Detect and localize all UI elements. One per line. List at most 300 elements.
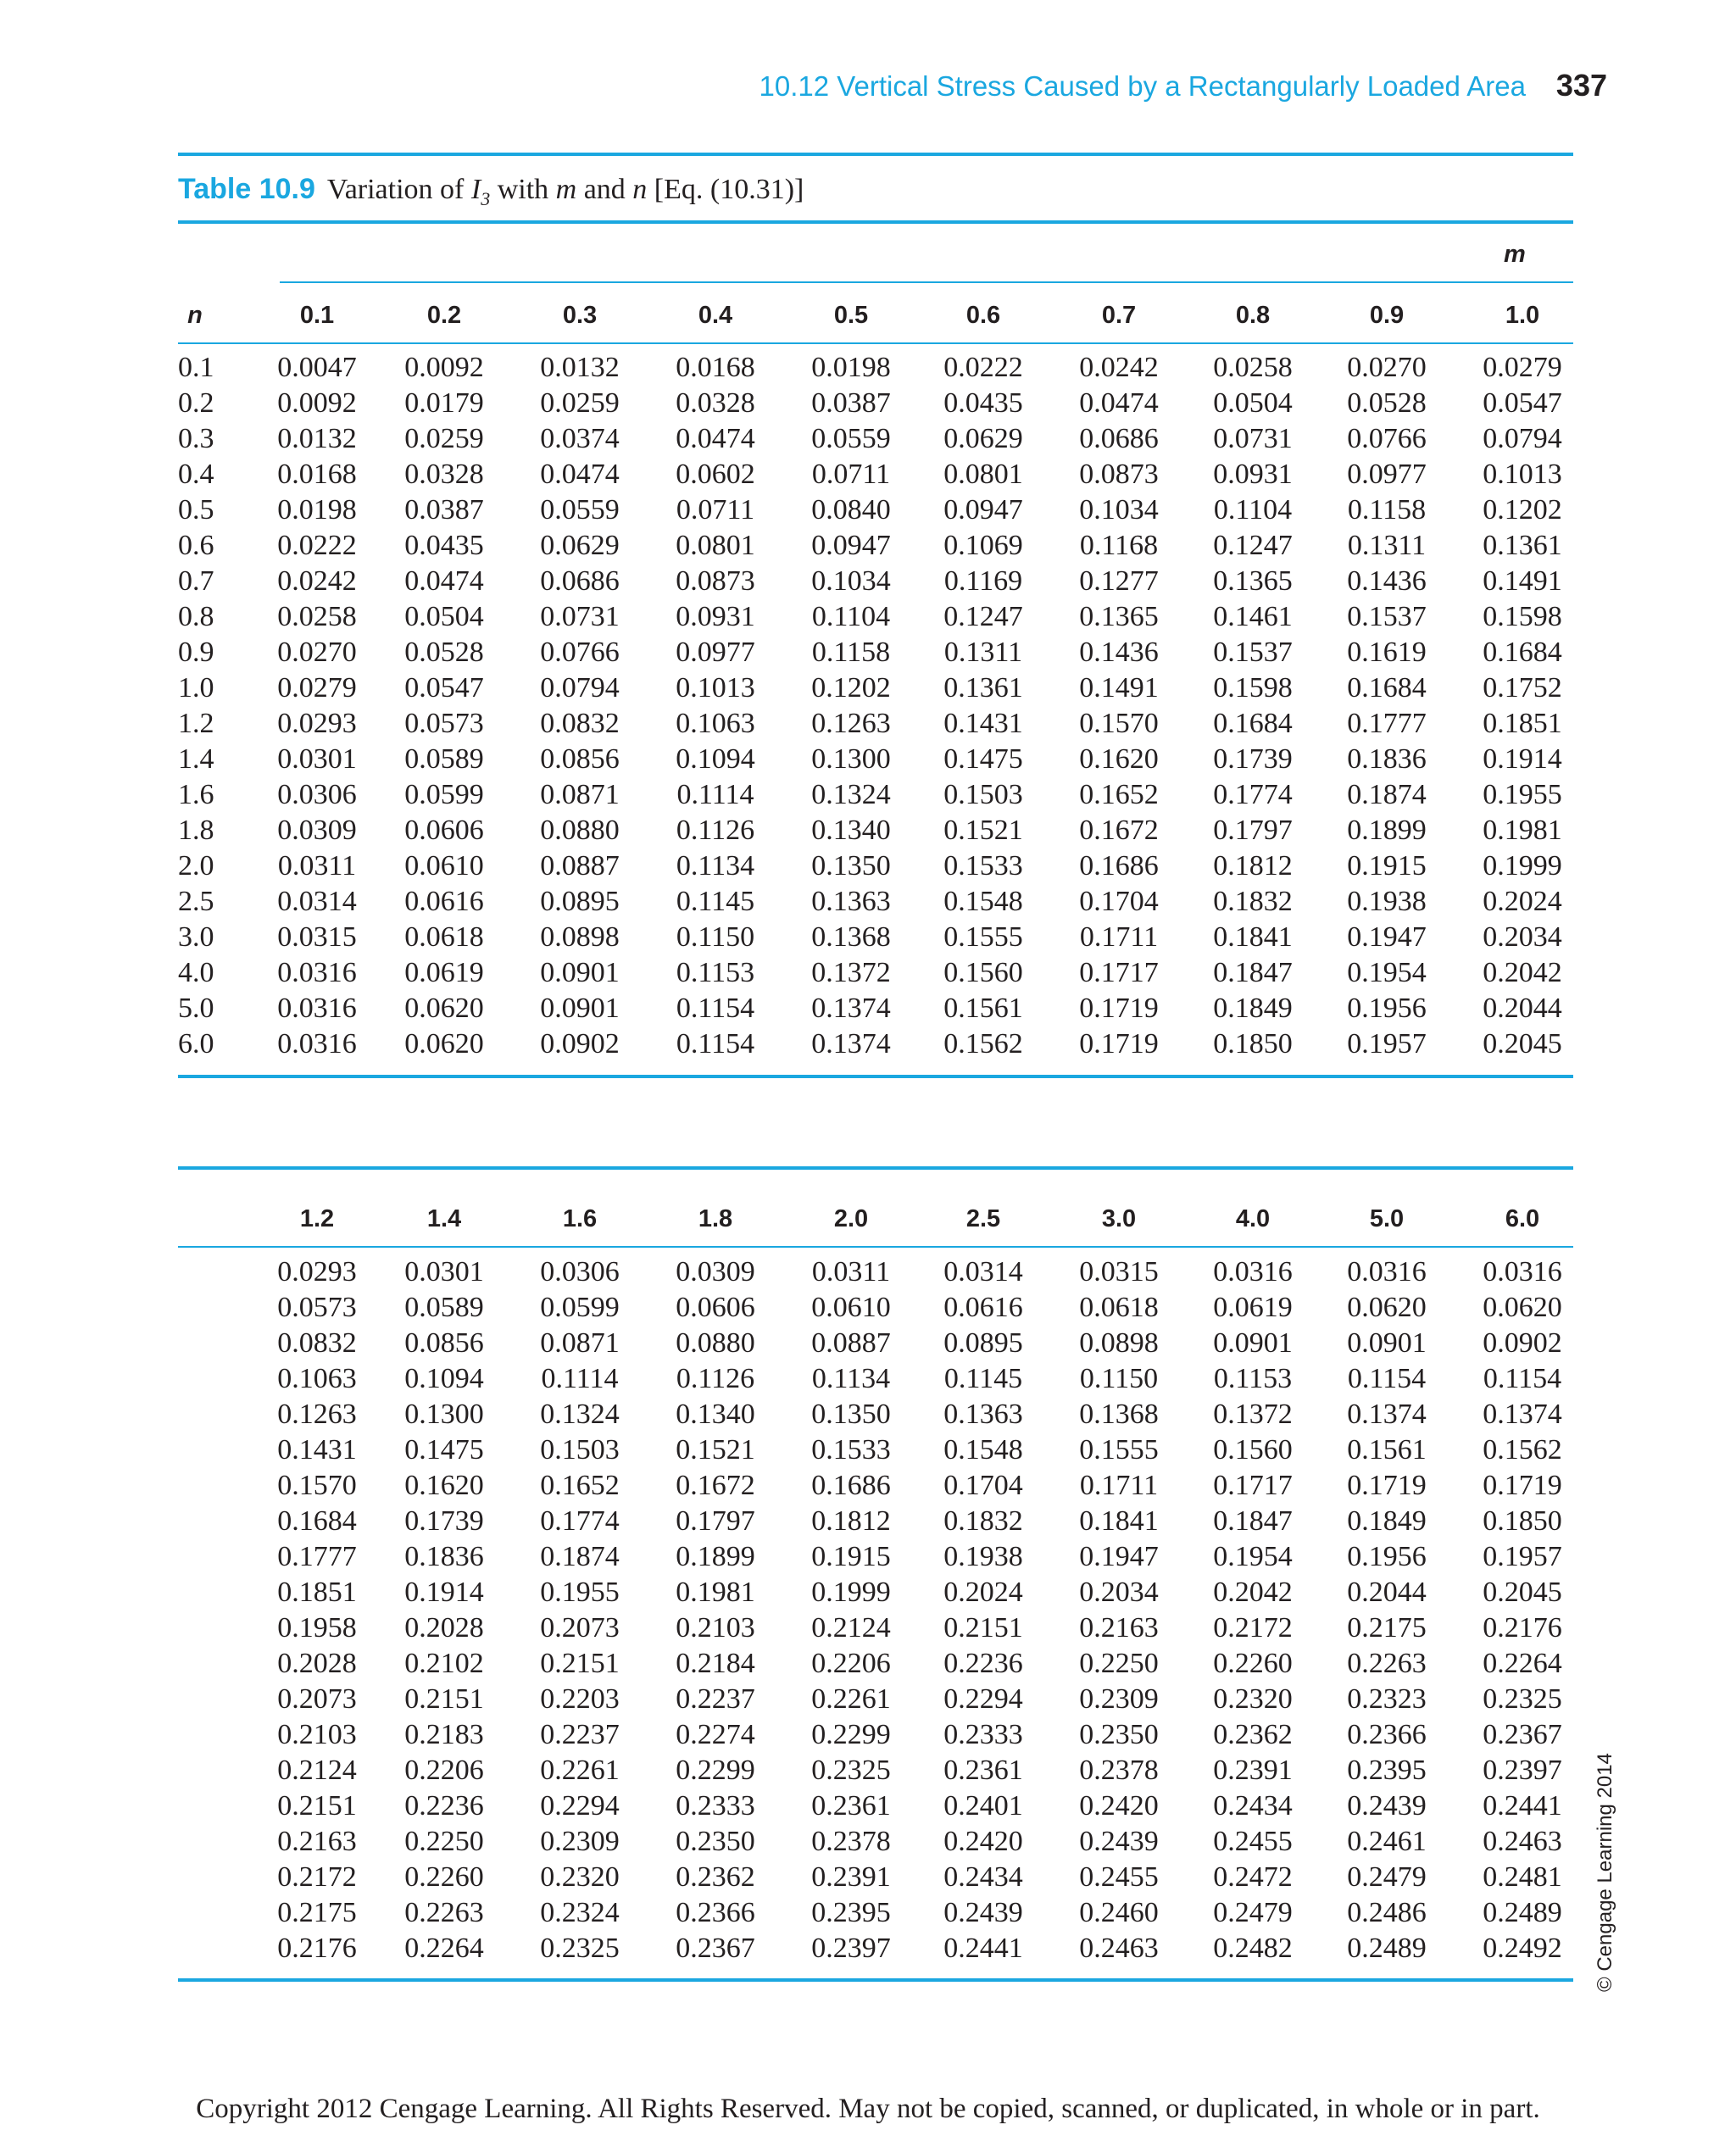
table-cell: 0.1841 (1079, 1505, 1159, 1537)
table-cell: 0.1114 (541, 1363, 619, 1394)
table-cell: 0.2367 (1483, 1719, 1562, 1750)
table-cell: 0.1350 (811, 1399, 891, 1430)
table-cell: 0.2463 (1079, 1933, 1159, 1964)
table-cell: 0.0316 (277, 993, 357, 1024)
table-cell: 0.2263 (1347, 1648, 1427, 1679)
column-header: 1.6 (562, 1205, 598, 1232)
table-cell: 0.0606 (404, 815, 484, 846)
table-cell: 0.1034 (1079, 494, 1159, 526)
column-header: 5.0 (1369, 1205, 1405, 1232)
table-cell: 0.0314 (277, 886, 357, 917)
table-cell: 0.0686 (1079, 423, 1159, 454)
table-cell: 0.1752 (1483, 672, 1562, 704)
n-column-header: n (187, 302, 203, 329)
table-cell: 0.2263 (404, 1897, 484, 1928)
table-cell: 0.1340 (676, 1399, 755, 1430)
table-cell: 0.1797 (1213, 815, 1293, 846)
table-cell: 0.1491 (1079, 672, 1159, 704)
table-cell: 0.0620 (1347, 1292, 1427, 1323)
table1-bottom-rule (178, 1075, 1573, 1078)
column-header: 2.0 (833, 1205, 869, 1232)
table-cell: 0.0301 (277, 743, 357, 775)
table-cell: 0.1374 (811, 1028, 891, 1060)
row-n-value: 0.3 (178, 423, 214, 454)
table-cell: 0.0474 (540, 459, 620, 490)
table-cell: 0.1094 (676, 743, 755, 775)
table-cell: 0.0902 (540, 1028, 620, 1060)
row-n-value: 3.0 (178, 921, 214, 953)
table-cell: 0.1956 (1347, 1541, 1427, 1572)
table-cell: 0.0620 (404, 1028, 484, 1060)
column-header: 0.1 (299, 302, 335, 329)
table2-top-rule (178, 1166, 1573, 1170)
table-cell: 0.1981 (676, 1577, 755, 1608)
table-cell: 0.1836 (404, 1541, 484, 1572)
table-cell: 0.1914 (404, 1577, 484, 1608)
table-cell: 0.1684 (1347, 672, 1427, 704)
table-cell: 0.2486 (1347, 1897, 1427, 1928)
table-cell: 0.2073 (540, 1612, 620, 1644)
column-header: 0.3 (562, 302, 598, 329)
table-cell: 0.2320 (540, 1861, 620, 1893)
table-cell: 0.1153 (676, 957, 755, 988)
table-cell: 0.2479 (1347, 1861, 1427, 1893)
table-cell: 0.1774 (1213, 779, 1293, 810)
table-cell: 0.0766 (1347, 423, 1427, 454)
table-cell: 0.2479 (1213, 1897, 1293, 1928)
table-cell: 0.1561 (1347, 1434, 1427, 1466)
table-cell: 0.1350 (811, 850, 891, 882)
table-cell: 0.0316 (277, 957, 357, 988)
table-cell: 0.1145 (676, 886, 755, 917)
column-header: 2.5 (965, 1205, 1001, 1232)
table-cell: 0.0629 (943, 423, 1023, 454)
table-cell: 0.1704 (943, 1470, 1023, 1501)
table-cell: 0.1957 (1347, 1028, 1427, 1060)
table-cell: 0.1836 (1347, 743, 1427, 775)
copyright-footer: Copyright 2012 Cengage Learning. All Rights Reserved. May not be copied, scanned, or duplicated, in whole or in part. (196, 2094, 1540, 2124)
table-cell: 0.0092 (404, 352, 484, 383)
table-cell: 0.1094 (404, 1363, 484, 1394)
table-cell: 0.2294 (540, 1790, 620, 1822)
table-cell: 0.2362 (1213, 1719, 1293, 1750)
table-cell: 0.2461 (1347, 1826, 1427, 1857)
table-cell: 0.1537 (1213, 637, 1293, 668)
table-cell: 0.1548 (943, 1434, 1023, 1466)
table-cell: 0.1947 (1347, 921, 1427, 953)
table-cell: 0.0315 (1079, 1256, 1159, 1288)
table-cell: 0.0931 (676, 601, 755, 632)
column-header: 1.2 (299, 1205, 335, 1232)
table-cell: 0.2151 (540, 1648, 620, 1679)
table-cell: 0.0731 (1213, 423, 1293, 454)
page-number: 337 (1555, 68, 1607, 103)
table-cell: 0.0314 (943, 1256, 1023, 1288)
table-cell: 0.0309 (277, 815, 357, 846)
table-cell: 0.1777 (1347, 708, 1427, 739)
table-cell: 0.1521 (943, 815, 1023, 846)
table-cell: 0.1570 (277, 1470, 357, 1501)
row-n-value: 0.8 (178, 601, 214, 632)
table-cell: 0.1368 (1079, 1399, 1159, 1430)
table-cell: 0.2175 (1347, 1612, 1427, 1644)
table-caption (178, 173, 804, 210)
table-cell: 0.0279 (1483, 352, 1562, 383)
table-cell: 0.1774 (540, 1505, 620, 1537)
table-cell: 0.0528 (1347, 387, 1427, 419)
table-cell: 0.0871 (540, 779, 620, 810)
table-cell: 0.1684 (1483, 637, 1562, 668)
table-cell: 0.1832 (943, 1505, 1023, 1537)
row-n-value: 0.7 (178, 565, 214, 597)
table-cell: 0.0619 (1213, 1292, 1293, 1323)
table-cell: 0.1719 (1079, 1028, 1159, 1060)
table-cell: 0.2206 (811, 1648, 891, 1679)
table-cell: 0.2184 (676, 1648, 755, 1679)
table-cell: 0.0328 (404, 459, 484, 490)
table-cell: 0.0931 (1213, 459, 1293, 490)
table-cell: 0.1340 (811, 815, 891, 846)
table-cell: 0.1300 (404, 1399, 484, 1430)
running-head (509, 68, 1607, 103)
table-cell: 0.1104 (811, 601, 891, 632)
table-cell: 0.0315 (277, 921, 357, 953)
column-header: 0.5 (833, 302, 869, 329)
table-cell: 0.1311 (1347, 530, 1427, 561)
table-cell: 0.0316 (1483, 1256, 1562, 1288)
table-cell: 0.1849 (1213, 993, 1293, 1024)
table-cell: 0.1548 (943, 886, 1023, 917)
table-cell: 0.1158 (1347, 494, 1427, 526)
column-header: 6.0 (1505, 1205, 1540, 1232)
table-cell: 0.2044 (1483, 993, 1562, 1024)
table-cell: 0.0731 (540, 601, 620, 632)
table-cell: 0.0474 (404, 565, 484, 597)
table-cell: 0.0258 (277, 601, 357, 632)
table-cell: 0.1263 (277, 1399, 357, 1430)
table-cell: 0.1938 (1347, 886, 1427, 917)
row-n-value: 0.2 (178, 387, 214, 419)
table-cell: 0.2124 (277, 1755, 357, 1786)
table-cell: 0.2264 (404, 1933, 484, 1964)
table-cell: 0.1958 (277, 1612, 357, 1644)
table-cell: 0.0618 (404, 921, 484, 953)
table-cell: 0.0901 (1213, 1327, 1293, 1359)
caption-text-post: [Eq. (10.31)] (647, 174, 804, 205)
table-cell: 0.1431 (277, 1434, 357, 1466)
table-cell: 0.1158 (811, 637, 891, 668)
table-cell: 0.2175 (277, 1897, 357, 1928)
table-cell: 0.0270 (1347, 352, 1427, 383)
column-header: 3.0 (1101, 1205, 1137, 1232)
table-cell: 0.0222 (943, 352, 1023, 383)
table-cell: 0.0947 (811, 530, 891, 561)
table-cell: 0.0435 (404, 530, 484, 561)
table-cell: 0.2073 (277, 1683, 357, 1715)
table-cell: 0.1739 (404, 1505, 484, 1537)
table-cell: 0.0374 (540, 423, 620, 454)
caption-text-pre: Variation of (326, 174, 471, 205)
table-cell: 0.0629 (540, 530, 620, 561)
table-cell: 0.1134 (811, 1363, 891, 1394)
table-cell: 0.2163 (277, 1826, 357, 1857)
table1-header-rule (178, 342, 1573, 344)
table-cell: 0.1168 (1079, 530, 1159, 561)
table-cell: 0.2299 (676, 1755, 755, 1786)
table-cell: 0.0856 (540, 743, 620, 775)
table-cell: 0.2103 (277, 1719, 357, 1750)
table-cell: 0.1153 (1213, 1363, 1293, 1394)
table-cell: 0.1150 (676, 921, 755, 953)
table-cell: 0.0258 (1213, 352, 1293, 383)
row-n-value: 6.0 (178, 1028, 214, 1060)
table-cell: 0.1957 (1483, 1541, 1562, 1572)
table-cell: 0.0832 (540, 708, 620, 739)
table-cell: 0.0616 (943, 1292, 1023, 1323)
table-cell: 0.0293 (277, 708, 357, 739)
column-header: 0.7 (1101, 302, 1137, 329)
table-cell: 0.0474 (1079, 387, 1159, 419)
table-cell: 0.2397 (811, 1933, 891, 1964)
column-header: 1.0 (1505, 302, 1540, 329)
table-cell: 0.1277 (1079, 565, 1159, 597)
table-cell: 0.1365 (1079, 601, 1159, 632)
table-cell: 0.2024 (943, 1577, 1023, 1608)
table-cell: 0.2434 (943, 1861, 1023, 1893)
table-cell: 0.0711 (811, 459, 891, 490)
table-cell: 0.2324 (540, 1897, 620, 1928)
table-cell: 0.2378 (1079, 1755, 1159, 1786)
table-cell: 0.0947 (943, 494, 1023, 526)
table-cell: 0.1104 (1213, 494, 1293, 526)
table-cell: 0.2183 (404, 1719, 484, 1750)
row-n-value: 0.5 (178, 494, 214, 526)
table-cell: 0.2362 (676, 1861, 755, 1893)
table-cell: 0.1955 (540, 1577, 620, 1608)
table-cell: 0.1114 (676, 779, 754, 810)
table-cell: 0.1851 (1483, 708, 1562, 739)
table-cell: 0.2395 (1347, 1755, 1427, 1786)
table-cell: 0.0871 (540, 1327, 620, 1359)
table-cell: 0.2028 (277, 1648, 357, 1679)
table-cell: 0.2102 (404, 1648, 484, 1679)
table-cell: 0.2366 (1347, 1719, 1427, 1750)
table-cell: 0.1914 (1483, 743, 1562, 775)
table-cell: 0.0610 (404, 850, 484, 882)
table-cell: 0.1374 (811, 993, 891, 1024)
table-cell: 0.2260 (404, 1861, 484, 1893)
table-cell: 0.1954 (1213, 1541, 1293, 1572)
table-cell: 0.1899 (676, 1541, 755, 1572)
table-cell: 0.2378 (811, 1826, 891, 1857)
table-cell: 0.2124 (811, 1612, 891, 1644)
table-cell: 0.0887 (540, 850, 620, 882)
table-cell: 0.2482 (1213, 1933, 1293, 1964)
table-cell: 0.1812 (811, 1505, 891, 1537)
table-cell: 0.2361 (943, 1755, 1023, 1786)
table-cell: 0.0474 (676, 423, 755, 454)
table-cell: 0.1154 (676, 993, 755, 1024)
table-cell: 0.0132 (540, 352, 620, 383)
table-cell: 0.2441 (943, 1933, 1023, 1964)
table-cell: 0.2264 (1483, 1648, 1562, 1679)
column-header: 1.8 (698, 1205, 733, 1232)
table-cell: 0.1686 (811, 1470, 891, 1501)
table-cell: 0.2489 (1483, 1897, 1562, 1928)
table-cell: 0.2401 (943, 1790, 1023, 1822)
column-header: 0.2 (426, 302, 462, 329)
table-cell: 0.1202 (811, 672, 891, 704)
table-cell: 0.1841 (1213, 921, 1293, 953)
row-n-value: 1.0 (178, 672, 214, 704)
row-n-value: 4.0 (178, 957, 214, 988)
table-cell: 0.2323 (1347, 1683, 1427, 1715)
table-cell: 0.2172 (1213, 1612, 1293, 1644)
table-cell: 0.0179 (404, 387, 484, 419)
table-cell: 0.0387 (811, 387, 891, 419)
row-n-value: 0.9 (178, 637, 214, 668)
table-cell: 0.0198 (277, 494, 357, 526)
table-cell: 0.0880 (540, 815, 620, 846)
column-header: 1.4 (426, 1205, 462, 1232)
table-cell: 0.1938 (943, 1541, 1023, 1572)
column-header: 0.9 (1369, 302, 1405, 329)
table-cell: 0.1850 (1213, 1028, 1293, 1060)
table-cell: 0.1521 (676, 1434, 755, 1466)
table-cell: 0.2176 (1483, 1612, 1562, 1644)
table-cell: 0.0589 (404, 1292, 484, 1323)
table-cell: 0.2028 (404, 1612, 484, 1644)
table-cell: 0.2350 (676, 1826, 755, 1857)
table-cell: 0.1300 (811, 743, 891, 775)
table-cell: 0.2391 (811, 1861, 891, 1893)
table-cell: 0.0602 (676, 459, 755, 490)
table-cell: 0.0293 (277, 1256, 357, 1288)
table-cell: 0.0132 (277, 423, 357, 454)
table-cell: 0.1619 (1347, 637, 1427, 668)
table-cell: 0.1069 (943, 530, 1023, 561)
table-cell: 0.1247 (943, 601, 1023, 632)
table-cell: 0.1874 (540, 1541, 620, 1572)
table-cell: 0.0547 (404, 672, 484, 704)
table-cell: 0.0618 (1079, 1292, 1159, 1323)
table-cell: 0.2472 (1213, 1861, 1293, 1893)
table-cell: 0.2439 (1347, 1790, 1427, 1822)
table-cell: 0.1717 (1079, 957, 1159, 988)
table-cell: 0.1154 (676, 1028, 755, 1060)
table-cell: 0.2366 (676, 1897, 755, 1928)
column-header: 4.0 (1235, 1205, 1271, 1232)
table-cell: 0.0801 (943, 459, 1023, 490)
table-cell: 0.0311 (277, 850, 357, 882)
table-cell: 0.0279 (277, 672, 357, 704)
row-n-value: 5.0 (178, 993, 214, 1024)
table-cell: 0.0387 (404, 494, 484, 526)
table-cell: 0.0301 (404, 1256, 484, 1288)
table-cell: 0.2481 (1483, 1861, 1562, 1893)
table-cell: 0.1672 (1079, 815, 1159, 846)
table-cell: 0.2236 (943, 1648, 1023, 1679)
table-cell: 0.0599 (404, 779, 484, 810)
table-cell: 0.1491 (1483, 565, 1562, 597)
table-cell: 0.0606 (676, 1292, 755, 1323)
table-cell: 0.1311 (943, 637, 1023, 668)
table-cell: 0.1202 (1483, 494, 1562, 526)
table-cell: 0.1999 (811, 1577, 891, 1608)
table-cell: 0.1849 (1347, 1505, 1427, 1537)
table-cell: 0.2320 (1213, 1683, 1293, 1715)
table-cell: 0.1555 (943, 921, 1023, 953)
table-cell: 0.2045 (1483, 1028, 1562, 1060)
table-cell: 0.1063 (277, 1363, 357, 1394)
table-cell: 0.1847 (1213, 1505, 1293, 1537)
table-cell: 0.2103 (676, 1612, 755, 1644)
table-cell: 0.0222 (277, 530, 357, 561)
table-cell: 0.0599 (540, 1292, 620, 1323)
m-span-rule (280, 281, 1573, 283)
table-cell: 0.2172 (277, 1861, 357, 1893)
table-cell: 0.2294 (943, 1683, 1023, 1715)
table-cell: 0.1461 (1213, 601, 1293, 632)
table-cell: 0.2391 (1213, 1755, 1293, 1786)
table-cell: 0.2492 (1483, 1933, 1562, 1964)
table-cell: 0.1711 (1079, 1470, 1159, 1501)
table-cell: 0.2439 (1079, 1826, 1159, 1857)
table-cell: 0.2250 (1079, 1648, 1159, 1679)
table-cell: 0.1777 (277, 1541, 357, 1572)
table-cell: 0.1503 (540, 1434, 620, 1466)
table-cell: 0.2237 (676, 1683, 755, 1715)
table-cell: 0.1363 (943, 1399, 1023, 1430)
table-cell: 0.1652 (1079, 779, 1159, 810)
table-cell: 0.1704 (1079, 886, 1159, 917)
table-cell: 0.0504 (1213, 387, 1293, 419)
table-cell: 0.2333 (943, 1719, 1023, 1750)
table-cell: 0.1475 (404, 1434, 484, 1466)
table-label: Table 10.9 (178, 173, 315, 205)
table-cell: 0.2203 (540, 1683, 620, 1715)
table-cell: 0.2325 (811, 1755, 891, 1786)
table-cell: 0.2439 (943, 1897, 1023, 1928)
table-cell: 0.2309 (1079, 1683, 1159, 1715)
table-cell: 0.2261 (811, 1683, 891, 1715)
table-cell: 0.0259 (404, 423, 484, 454)
table-cell: 0.2420 (1079, 1790, 1159, 1822)
row-n-value: 1.8 (178, 815, 214, 846)
table-cell: 0.0316 (1347, 1256, 1427, 1288)
table-cell: 0.0873 (1079, 459, 1159, 490)
table-cell: 0.0573 (404, 708, 484, 739)
table-cell: 0.2299 (811, 1719, 891, 1750)
table-cell: 0.0092 (277, 387, 357, 419)
table-cell: 0.0840 (811, 494, 891, 526)
table-cell: 0.0306 (277, 779, 357, 810)
table-cell: 0.1533 (943, 850, 1023, 882)
table-cell: 0.1684 (277, 1505, 357, 1537)
table-cell: 0.0901 (540, 957, 620, 988)
table-cell: 0.1154 (1483, 1363, 1562, 1394)
table-cell: 0.1560 (943, 957, 1023, 988)
table-cell: 0.2163 (1079, 1612, 1159, 1644)
table-cell: 0.2325 (1483, 1683, 1562, 1715)
table-cell: 0.0873 (676, 565, 755, 597)
table-cell: 0.0880 (676, 1327, 755, 1359)
table-cell: 0.0977 (676, 637, 755, 668)
caption-bottom-rule (178, 220, 1573, 224)
caption-var: $I_3$ (470, 174, 491, 209)
table-cell: 0.0686 (540, 565, 620, 597)
table-cell: 0.1832 (1213, 886, 1293, 917)
